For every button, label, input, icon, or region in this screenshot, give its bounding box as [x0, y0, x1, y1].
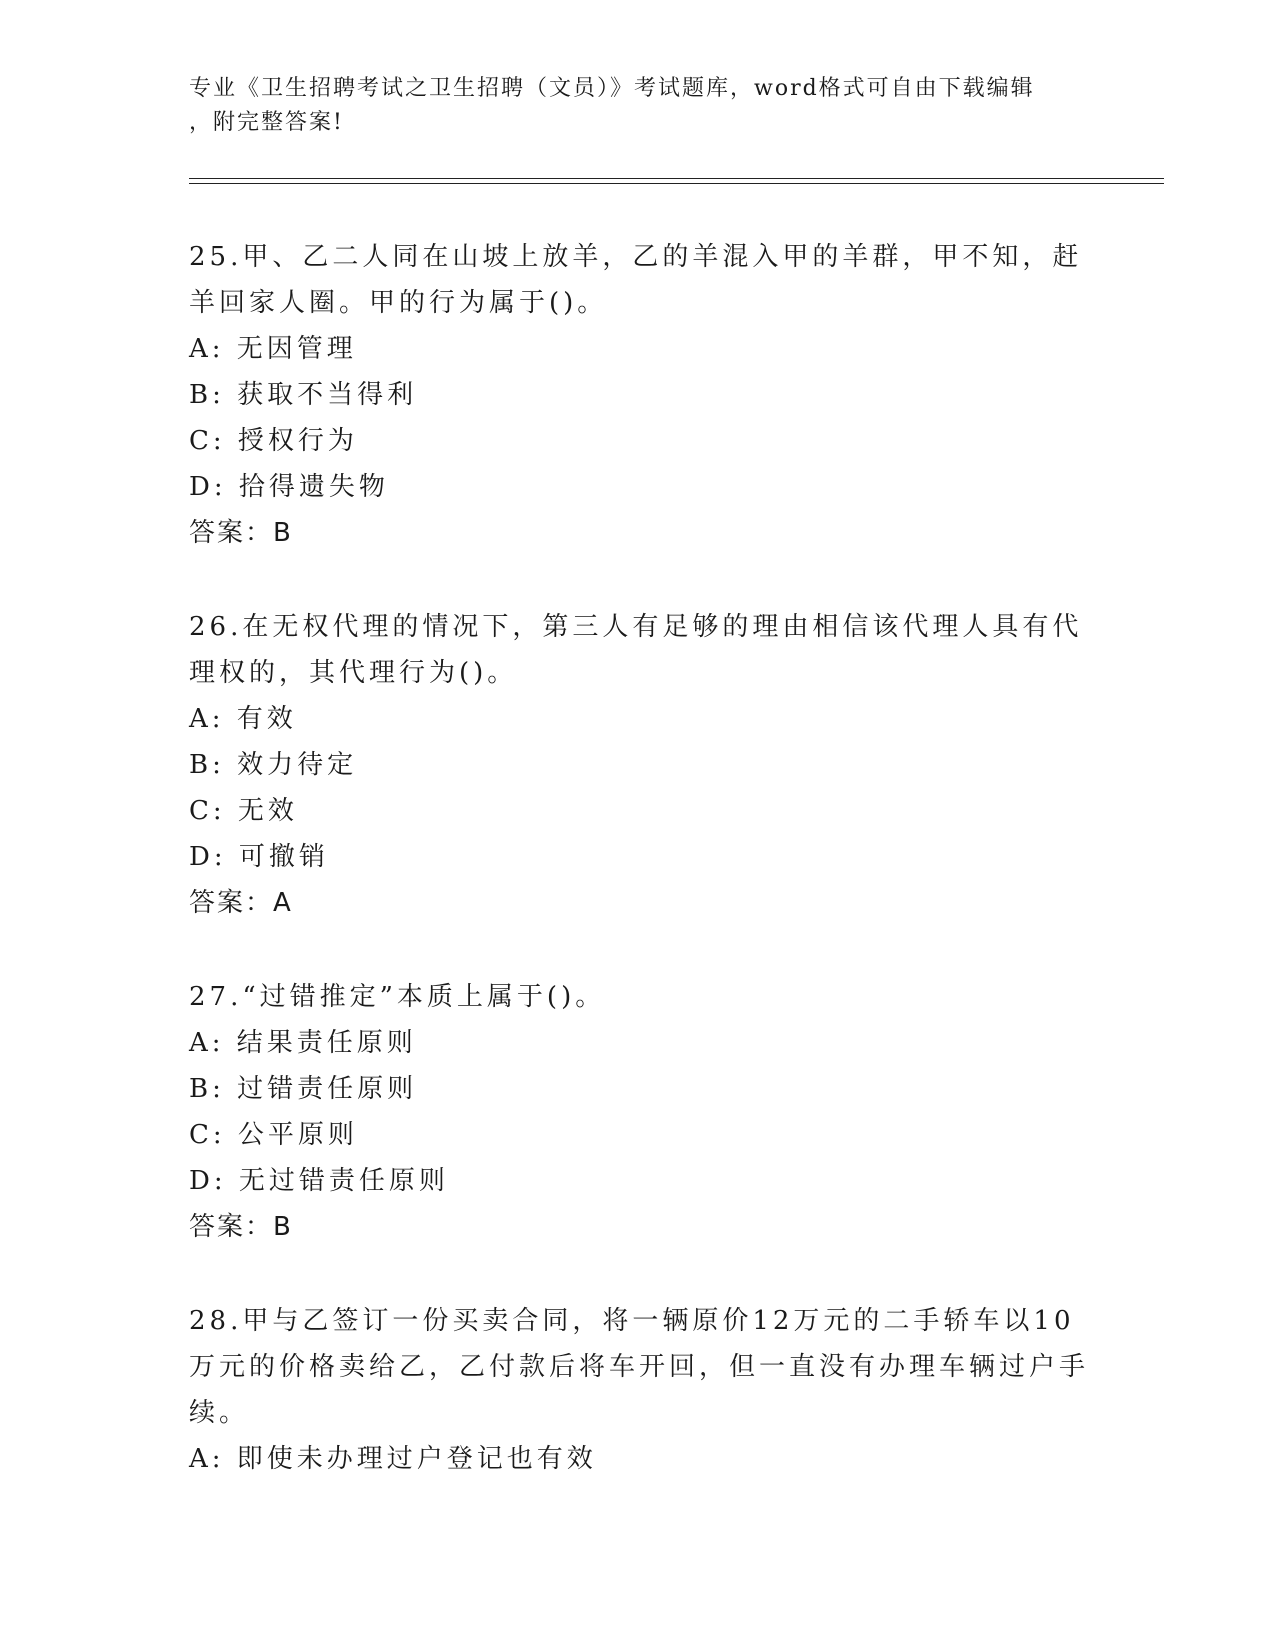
- answer: 答案：B: [189, 518, 293, 548]
- option-b: B: 效力待定: [189, 750, 358, 780]
- answer: 答案：B: [189, 1212, 293, 1242]
- document-header: [189, 72, 1089, 140]
- option-c: C: 无效: [189, 796, 298, 826]
- question-28: [189, 1298, 1089, 1482]
- question-27: [189, 974, 1089, 1250]
- question-25: [189, 234, 1089, 556]
- answer: 答案：A: [189, 888, 293, 918]
- option-c: C: 授权行为: [189, 426, 358, 456]
- option-d: D: 拾得遗失物: [189, 472, 389, 502]
- option-a: A: 即使未办理过户登记也有效: [189, 1444, 597, 1474]
- question-26: [189, 604, 1089, 926]
- question-stem: 25.甲、乙二人同在山坡上放羊，乙的羊混入甲的羊群，甲不知，赶羊回家人圈。甲的行为属于()。: [189, 242, 1083, 318]
- option-b: B: 获取不当得利: [189, 380, 418, 410]
- question-stem: 27.“过错推定”本质上属于()。: [189, 982, 606, 1012]
- option-c: C: 公平原则: [189, 1120, 358, 1150]
- option-a: A: 有效: [189, 704, 297, 734]
- question-stem: 28.甲与乙签订一份买卖合同，将一辆原价12万元的二手轿车以10万元的价格卖给乙，乙付款后将车开回，但一直没有办理车辆过户手续。: [189, 1306, 1090, 1428]
- header-divider: [189, 178, 1164, 184]
- header-line-2: ，附完整答案!: [189, 110, 344, 135]
- option-a: A: 结果责任原则: [189, 1028, 417, 1058]
- option-b: B: 过错责任原则: [189, 1074, 418, 1104]
- option-d: D: 无过错责任原则: [189, 1166, 449, 1196]
- option-d: D: 可撤销: [189, 842, 329, 872]
- option-a: A: 无因管理: [189, 334, 357, 364]
- question-list: [189, 234, 1089, 1530]
- question-stem: 26.在无权代理的情况下，第三人有足够的理由相信该代理人具有代理权的，其代理行为()。: [189, 612, 1083, 688]
- header-line-1: 专业《卫生招聘考试之卫生招聘（文员）》考试题库，word格式可自由下载编辑: [189, 76, 1035, 101]
